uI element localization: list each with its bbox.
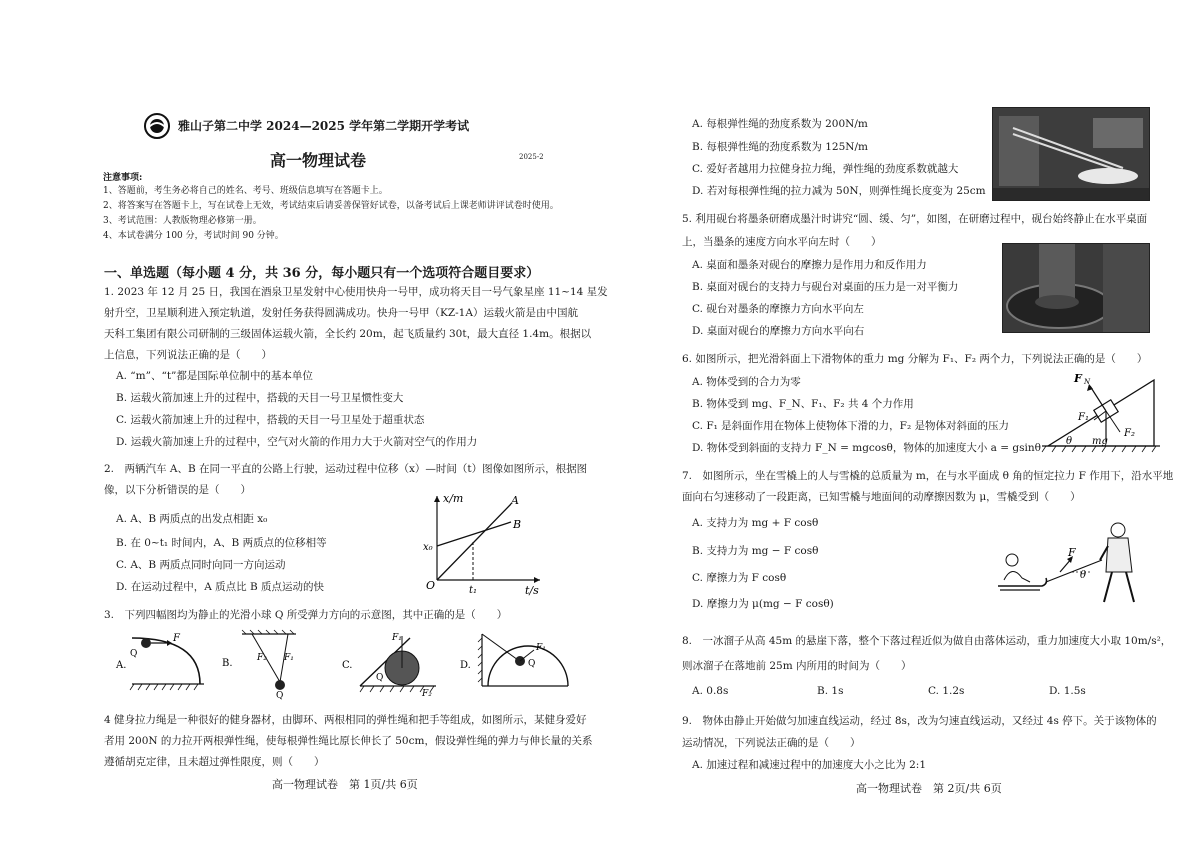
option-c: C. 运载火箭加速上升的过程中，搭载的天目一号卫星处于超重状态	[116, 414, 425, 426]
option-a: A. “m”、“t”都是国际单位制中的基本单位	[116, 370, 313, 382]
option-d: D. 运载火箭加速上升的过程中，空气对火箭的作用力大于火箭对空气的作用力	[116, 436, 478, 448]
page-footer: 高一物理试卷 第 2页/共 6页	[856, 782, 1002, 795]
question-text: 面向右匀速移动了一段距离，已知雪橇与地面间的动摩擦因数为 μ，雪橇受到（ ）	[682, 491, 1081, 503]
ball-label: Q	[276, 691, 284, 701]
note-item: 1、答题前，考生务必将自己的姓名、考号、班级信息填写在答题卡上。	[103, 186, 388, 196]
ball-q	[275, 680, 285, 690]
option-b: B. 支持力为 mg − F cosθ	[692, 545, 819, 557]
f2-label: F₂	[257, 653, 267, 663]
t-axis-label: t/s	[525, 584, 539, 597]
question-text: 3. 下列四幅图均为静止的光滑小球 Q 所受弹力方向的示意图，其中正确的是（ ）	[104, 609, 508, 621]
q3-figure-a	[112, 630, 212, 692]
string	[482, 634, 518, 660]
question-text: 则冰溜子在落地前 25m 内所用的时间为（ ）	[682, 660, 912, 672]
rope	[1046, 560, 1102, 582]
question-text: 8. 一冰溜子从高 45m 的悬崖下落，整个下落过程近似为做自由落体运动，重力加速度大小取 10m/s²，	[682, 635, 1172, 647]
question-text: 遵循胡克定律，且未超过弹性限度，则（ ）	[104, 756, 325, 768]
ground-hatch	[130, 684, 198, 690]
force-label: F	[1068, 546, 1076, 559]
question-text: 射升空，卫星顺利进入预定轨道，发射任务获得圆满成功。快舟一号甲（KZ-1A）运载火箭是由中国航	[104, 307, 578, 319]
option-a: A. A、B 两质点的出发点相距 x₀	[116, 513, 268, 525]
figure-c-label: C.	[342, 660, 353, 671]
question-text: 2. 两辆汽车 A、B 在同一平直的公路上行驶，运动过程中位移（x）—时间（t）图像如图所示，根据图	[104, 463, 588, 475]
origin-label: O	[426, 579, 436, 592]
question-text: 上，当墨条的速度方向水平向左时（ ）	[682, 236, 882, 248]
question-text: 上信息，下列说法正确的是（ ）	[104, 349, 272, 361]
adult-head	[1111, 523, 1125, 537]
question-text: 7. 如图所示，坐在雪橇上的人与雪橇的总质量为 m，在与水平面成 θ 角的恒定拉力 F 作用下，沿水平地	[682, 470, 1174, 482]
x-axis-arrow	[434, 496, 440, 502]
question-text: 6. 如图所示，把光滑斜面上下滑物体的重力 mg 分解为 F₁、F₂ 两个力，下列说法正确的是（ ）	[682, 353, 1148, 365]
section-title: 一、单选题（每小题 4 分，共 36 分，每小题只有一个选项符合题目要求）	[104, 266, 540, 281]
ball-label: Q	[528, 659, 536, 669]
question-text: 天科工集团有限公司研制的三级固体运载火箭，全长约 20m，起飞质量约 30t，最大直径 1.4m。根据以	[104, 328, 592, 340]
option-b: B. 物体受到 mg、F_N、F₁、F₂ 共 4 个力作用	[692, 398, 914, 410]
exam-code: 2025-2	[519, 153, 544, 161]
arrowhead	[167, 640, 172, 646]
option-d: D. 物体受到斜面的支持力 F_N = mgcosθ，物体的加速度大小 a = gsinθ	[692, 442, 1041, 454]
figure-a-label: A.	[116, 660, 127, 671]
question-text: 5. 利用砚台将墨条研磨成墨汁时讲究“圆、缓、匀”，如图，在研磨过程中，砚台始终静止在水平桌面	[682, 213, 1148, 225]
school-exam-title: 雅山子第二中学 2024—2025 学年第二学期开学考试	[178, 119, 470, 133]
option-c: C. 砚台对墨条的摩擦力方向水平向左	[692, 303, 864, 315]
option-a: A. 桌面和墨条对砚台的摩擦力是作用力和反作用力	[692, 259, 927, 271]
school-logo	[144, 113, 170, 139]
option-a: A. 加速过程和减速过程中的加速度大小之比为 2:1	[692, 759, 926, 771]
f2-label: F₂	[1124, 428, 1135, 439]
adult-body	[1106, 538, 1132, 572]
f1-label: F₁	[284, 653, 294, 663]
sled-diagram	[990, 520, 1150, 608]
q3-figure-d	[458, 630, 568, 692]
question-text: 运动情况，下列说法正确的是（ ）	[682, 737, 861, 749]
option-c: C. 摩擦力为 F cosθ	[692, 572, 787, 584]
fn-subscript: N	[1084, 378, 1091, 386]
q3-figure-b	[220, 630, 300, 701]
exam-page-2	[600, 0, 1200, 849]
f1-label: F₁	[392, 633, 402, 643]
question-text: 9. 物体由静止开始做匀加速直线运动，经过 8s，改为匀速直线运动，又经过 4s 停下。关于该物体的	[682, 715, 1157, 727]
note-item: 4、本试卷满分 100 分，考试时间 90 分钟。	[103, 231, 284, 241]
option-b: B. 桌面对砚台的支持力与砚台对桌面的压力是一对平衡力	[692, 281, 959, 293]
question-text: 者用 200N 的力拉开两根弹性绳，使每根弹性绳比原长伸长了 50cm，假设弹性绳的弹力与伸长量的关系	[104, 735, 593, 747]
t1-label: t₁	[469, 585, 478, 596]
line-b-label: B	[513, 518, 522, 531]
fitness-rope-photo	[992, 107, 1150, 201]
option-d: D. 1.5s	[1049, 685, 1086, 697]
option-c: C. 1.2s	[928, 685, 965, 697]
option-c: C. 爱好者越用力拉健身拉力绳，弹性绳的劲度系数就越大	[692, 163, 959, 175]
note-item: 3、考试范围：人教版物理必修第一册。	[103, 216, 262, 226]
option-d: D. 在运动过程中，A 质点比 B 质点运动的快	[116, 581, 325, 593]
f1-label: F₁	[1078, 412, 1089, 423]
child-body	[1004, 571, 1030, 582]
x0-label: x₀	[423, 542, 433, 553]
ball-label: Q	[376, 673, 384, 683]
option-c: C. F₁ 是斜面作用在物体上使物体下滑的力，F₂ 是物体对斜面的压力	[692, 420, 1009, 432]
option-d: D. 摩擦力为 μ(mg − F cosθ)	[692, 598, 834, 610]
notes-title: 注意事项:	[103, 173, 143, 183]
option-d: D. 若对每根弹性绳的拉力减为 50N，则弹性绳长度变为 25cm	[692, 185, 986, 197]
mg-label: mg	[1092, 436, 1108, 447]
fn-label: F	[1074, 372, 1082, 385]
option-a: A. 每根弹性绳的劲度系数为 200N/m	[692, 118, 868, 130]
note-item: 2、将答案写在答题卡上，写在试卷上无效，考试结束后请妥善保管好试卷，以备考试后上课老师讲评试卷时使用。	[103, 201, 559, 211]
force-label: F	[173, 633, 180, 644]
question-text: 1. 2023 年 12 月 25 日，我国在酒泉卫星发射中心使用快舟一号甲，成功将天目一号气象星座 11~14 星发	[104, 286, 608, 298]
option-b: B. 在 0~t₁ 时间内，A、B 两质点的位移相等	[116, 537, 327, 549]
ball-q	[141, 638, 151, 648]
f1-label: F₁	[536, 643, 546, 653]
figure-d-label: D.	[460, 660, 471, 671]
option-b: B. 1s	[817, 685, 844, 697]
inkstone-photo	[1002, 243, 1150, 333]
ball-label: Q	[130, 649, 138, 659]
xt-graph	[423, 490, 545, 597]
child-head	[1006, 554, 1018, 566]
exam-title: 高一物理试卷	[270, 151, 367, 170]
figure-b-label: B.	[222, 658, 233, 669]
wall-hatch	[478, 638, 482, 682]
t-axis-arrow	[534, 577, 540, 583]
option-a: A. 支持力为 mg + F cosθ	[692, 517, 819, 529]
x-axis-label: x/m	[443, 492, 464, 505]
theta-label: θ	[1066, 436, 1073, 447]
line-a-label: A	[511, 494, 519, 507]
incline-diagram	[1034, 370, 1164, 456]
q3-figure-c	[340, 630, 440, 699]
page-footer: 高一物理试卷 第 1页/共 6页	[272, 778, 418, 791]
f2-label: F₂	[422, 689, 432, 699]
option-c: C. A、B 两质点同时向同一方向运动	[116, 559, 286, 571]
option-a: A. 0.8s	[692, 685, 729, 697]
question-text: 4 健身拉力绳是一种很好的健身器材，由脚环、两根相同的弹性绳和把手等组成，如图所示，某健身爱好	[104, 714, 587, 726]
theta-label: θ	[1080, 570, 1087, 581]
option-b: B. 每根弹性绳的劲度系数为 125N/m	[692, 141, 868, 153]
option-a: A. 物体受到的合力为零	[692, 376, 801, 388]
question-text: 像，以下分析错误的是（ ）	[104, 484, 251, 496]
option-d: D. 桌面对砚台的摩擦力方向水平向右	[692, 325, 865, 337]
adult-legs	[1104, 572, 1134, 602]
option-b: B. 运载火箭加速上升的过程中，搭载的天目一号卫星惯性变大	[116, 392, 404, 404]
